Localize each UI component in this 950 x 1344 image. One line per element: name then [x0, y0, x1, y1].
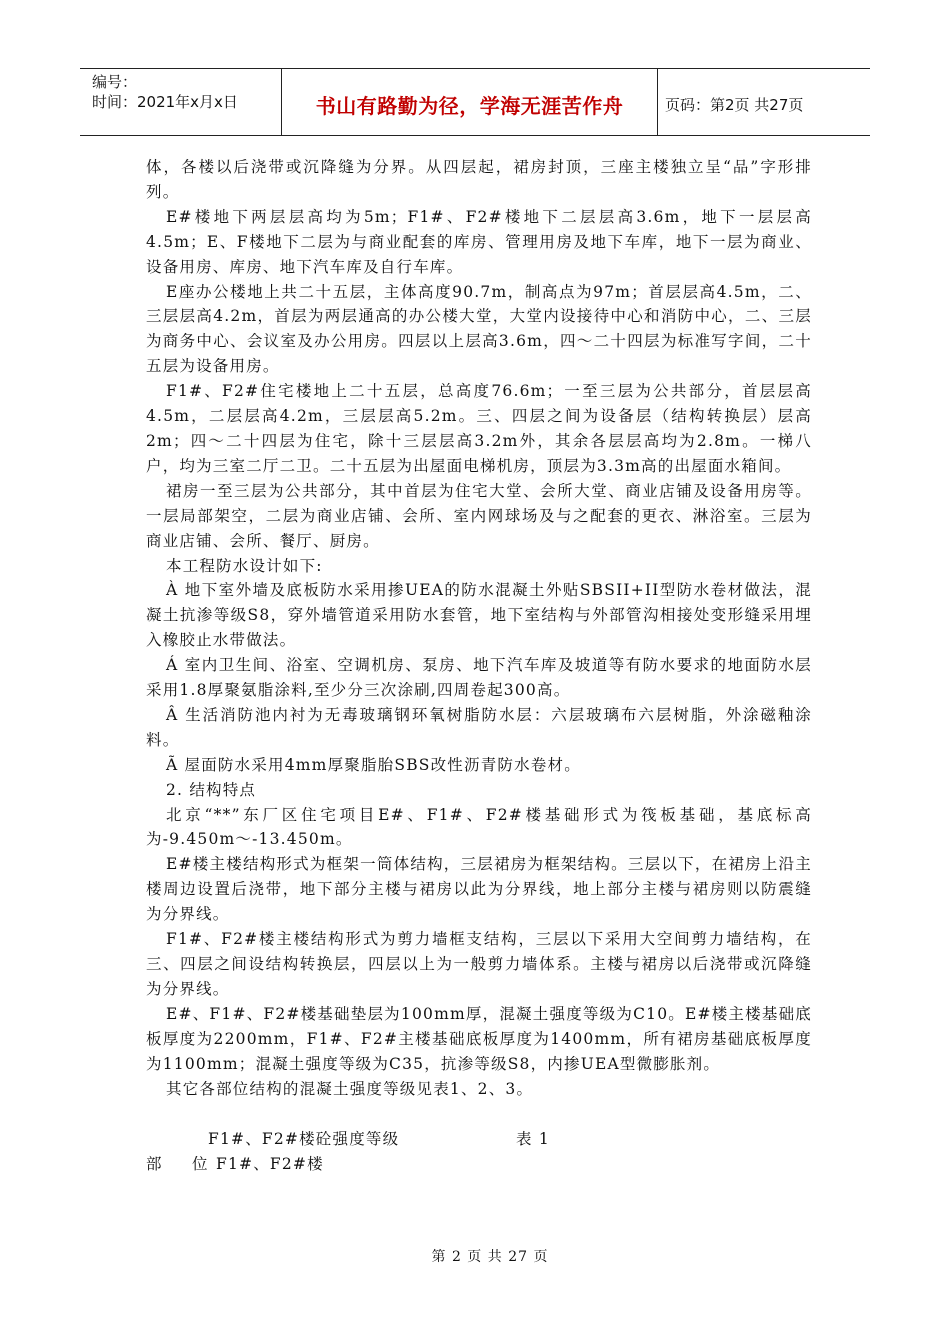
list-item-waterproof-bathroom: Á 室内卫生间、浴室、空调机房、泵房、地下汽车库及坡道等有防水要求的地面防水层采用1.8厚聚氨脂涂料,至少分三次涂刷,四周卷起300高。: [146, 656, 812, 700]
header-page-cell: [658, 69, 870, 136]
paragraph-f-structure: F1#、F2#楼主楼结构形式为剪力墙框支结构，三层以下采用大空间剪力墙结构，在三、四层之间设结构转换层，四层以上为一般剪力墙体系。主楼与裙房以后浇带或沉降缝为分界线。: [146, 930, 812, 998]
spacer: [146, 1101, 812, 1127]
table-caption: [146, 1127, 812, 1152]
table-caption-number: 表 1: [516, 1130, 550, 1149]
list-item-waterproof-pool: Â 生活消防池内衬为无毒玻璃钢环氧树脂防水层：六层玻璃布六层树脂，外涂磁釉涂料。: [146, 705, 812, 749]
table-cell: 位: [192, 1155, 209, 1174]
table-row: [146, 1152, 812, 1177]
page-footer: 第 2 页 共 27 页: [431, 1249, 549, 1265]
paragraph-continuation: 体，各楼以后浇带或沉降缝为分界。从四层起，裙房封顶，三座主楼独立呈“品”字形排列。: [146, 158, 812, 201]
list-item-waterproof-roof: Ã 屋面防水采用4mm厚聚脂胎SBS改性沥青防水卷材。: [166, 755, 581, 774]
table-cell: 部: [146, 1155, 163, 1174]
paragraph-foundation: 北京“**”东厂区住宅项目E#、F1#、F2#楼基础形式为筏板基础，基底标高为-9.450m～-13.450m。: [146, 805, 812, 849]
document-date: 时间：2021年x月x日: [92, 93, 238, 111]
paragraph-office-building: E座办公楼地上共二十五层，主体高度90.7m，制高点为97m；首层层高4.5m，二、三层层高4.2m，首层为两层通高的办公楼大堂，大堂内设接待中心和消防中心，二、三层为商务中心、会议室及办公用房。四层以上层高3.6m，四～二十四层为标准写字间，二十五层为设备用房。: [146, 282, 812, 376]
header-motto-cell: [282, 69, 658, 136]
paragraph-e-structure: E#楼主楼结构形式为框架一筒体结构，三层裙房为框架结构。三层以下，在裙房上沿主楼周边设置后浇带，地下部分主楼与裙房以此为分界线，地上部分主楼与裙房则以防震缝为分界线。: [146, 855, 812, 924]
header-motto: 书山有路勤为径，学海无涯苦作舟: [315, 94, 624, 118]
table-cell: F1#、F2#楼: [216, 1155, 324, 1174]
paragraph-residential-building: F1#、F2#住宅楼地上二十五层，总高度76.6m；一至三层为公共部分，首层层高4.5m，二层层高4.2m，三层层高5.2m。三、四层之间为设备层（结构转换层）层高2m；四～二十四层为住宅，除十三层层高3.2m外，其余各层层高均为2.8m。一梯八户，均为三室二厅二卫。二十五层为出屋面电梯机房，顶层为3.3m高的出屋面水箱间。: [146, 382, 812, 475]
table-caption-title: F1#、F2#楼砼强度等级: [208, 1130, 400, 1149]
page-header: [80, 68, 870, 136]
header-left-cell: [80, 69, 282, 136]
section-heading-structure: 2. 结构特点: [166, 780, 257, 799]
paragraph-concrete-grades: E#、F1#、F2#楼基础垫层为100mm厚，混凝土强度等级为C10。E#楼主楼基础底板厚度为2200mm，F1#、F2#主楼基础底板厚度为1400mm，所有裙房基础底板厚度为1100mm；混凝土强度等级为C35，抗渗等级S8，内掺UEA型微膨胀剂。: [146, 1004, 812, 1073]
document-body: [146, 155, 812, 1177]
paragraph-waterproof-intro: 本工程防水设计如下:: [166, 556, 323, 575]
paragraph-table-reference: 其它各部位结构的混凝土强度等级见表1、2、3。: [166, 1079, 534, 1098]
document-code-label: 编号：: [92, 73, 138, 91]
list-item-waterproof-basement: À 地下室外墙及底板防水采用掺UEA的防水混凝土外贴SBSII+II型防水卷材做法，混凝土抗渗等级S8，穿外墙管道采用防水套管，地下室结构与外部管沟相接处变形缝采用埋入橡胶止水带做法。: [146, 581, 812, 650]
header-page-info: 页码：第2页 共27页: [665, 96, 804, 114]
paragraph-basement-heights: E#楼地下两层层高均为5m；F1#、F2#楼地下二层层高3.6m，地下一层层高4.5m；E、F楼地下二层为与商业配套的库房、管理用房及地下车库，地下一层为商业、设备用房、库房、地下汽车库及自行车库。: [146, 207, 812, 276]
paragraph-podium: 裙房一至三层为公共部分，其中首层为住宅大堂、会所大堂、商业店铺及设备用房等。一层局部架空，二层为商业店铺、会所、室内网球场及与之配套的更衣、淋浴室。三层为商业店铺、会所、餐厅、厨房。: [146, 481, 812, 550]
